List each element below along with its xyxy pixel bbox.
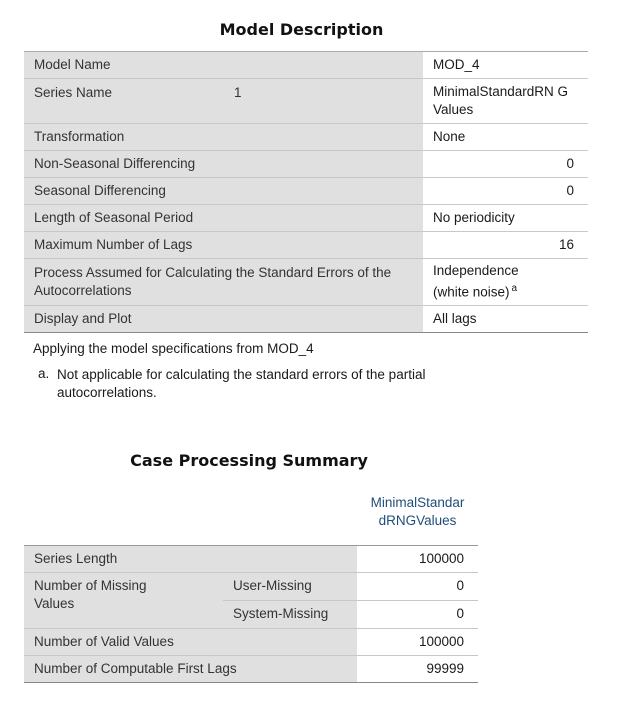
footnote-text: Not applicable for calculating the standard errors of the partial autocorrelations. bbox=[57, 367, 426, 400]
table-row bbox=[24, 124, 588, 151]
header-blank bbox=[24, 482, 223, 545]
table-row bbox=[24, 545, 478, 572]
row-value: No periodicity bbox=[423, 205, 588, 232]
row-sublabel: System-Missing bbox=[223, 600, 357, 628]
table-row bbox=[24, 259, 588, 306]
row-value: 99999 bbox=[357, 655, 478, 682]
row-value: All lags bbox=[423, 306, 588, 333]
row-label: Length of Seasonal Period bbox=[24, 205, 423, 232]
table-row bbox=[24, 178, 588, 205]
table-row bbox=[24, 232, 588, 259]
row-sublabel: User-Missing bbox=[223, 572, 357, 600]
row-label: Number of Computable First Lags bbox=[24, 655, 357, 682]
table-row bbox=[24, 306, 588, 333]
row-label: Series Length bbox=[24, 545, 357, 572]
row-value: 0 bbox=[423, 151, 588, 178]
model-description-title: Model Description bbox=[219, 20, 384, 39]
table-row bbox=[24, 628, 478, 655]
row-label: Maximum Number of Lags bbox=[24, 232, 423, 259]
model-description-table bbox=[24, 51, 588, 333]
row-label: Display and Plot bbox=[24, 306, 423, 333]
column-header bbox=[357, 482, 478, 545]
row-value: 0 bbox=[357, 600, 478, 628]
row-label: Transformation bbox=[24, 124, 423, 151]
case-processing-title: Case Processing Summary bbox=[130, 451, 368, 470]
row-value: 100000 bbox=[357, 628, 478, 655]
table-row bbox=[24, 79, 588, 124]
footnote-label: a. bbox=[38, 366, 50, 381]
row-label: Series Name bbox=[24, 79, 224, 124]
row-sublabel: 1 bbox=[224, 79, 423, 124]
row-value: MOD_4 bbox=[423, 52, 588, 79]
row-label: Number of Missing Values bbox=[24, 572, 223, 628]
row-label: Number of Valid Values bbox=[24, 628, 357, 655]
row-value: 100000 bbox=[357, 545, 478, 572]
column-header-text: MinimalStandardRNGValues bbox=[370, 495, 465, 529]
row-value: 0 bbox=[423, 178, 588, 205]
footnote-marker: a bbox=[511, 283, 518, 295]
table-row bbox=[24, 655, 478, 682]
header-row bbox=[24, 482, 478, 545]
table-row bbox=[24, 572, 478, 600]
header-blank bbox=[223, 482, 357, 545]
row-value: None bbox=[423, 124, 588, 151]
row-label: Non-Seasonal Differencing bbox=[24, 151, 423, 178]
model-note: Applying the model specifications from MOD_4 bbox=[33, 341, 314, 356]
row-value: MinimalStandardRN GValues bbox=[423, 79, 588, 124]
row-label: Process Assumed for Calculating the Standard Errors of the Autocorrelations bbox=[24, 259, 423, 306]
row-label: Seasonal Differencing bbox=[24, 178, 423, 205]
case-processing-table bbox=[24, 482, 478, 683]
row-value-text: Independence (white noise) bbox=[433, 263, 519, 300]
row-value bbox=[423, 259, 588, 306]
table-row bbox=[24, 205, 588, 232]
table-row bbox=[24, 52, 588, 79]
row-value: 16 bbox=[423, 232, 588, 259]
row-value: 0 bbox=[357, 572, 478, 600]
row-label: Model Name bbox=[24, 52, 423, 79]
table-row bbox=[24, 151, 588, 178]
